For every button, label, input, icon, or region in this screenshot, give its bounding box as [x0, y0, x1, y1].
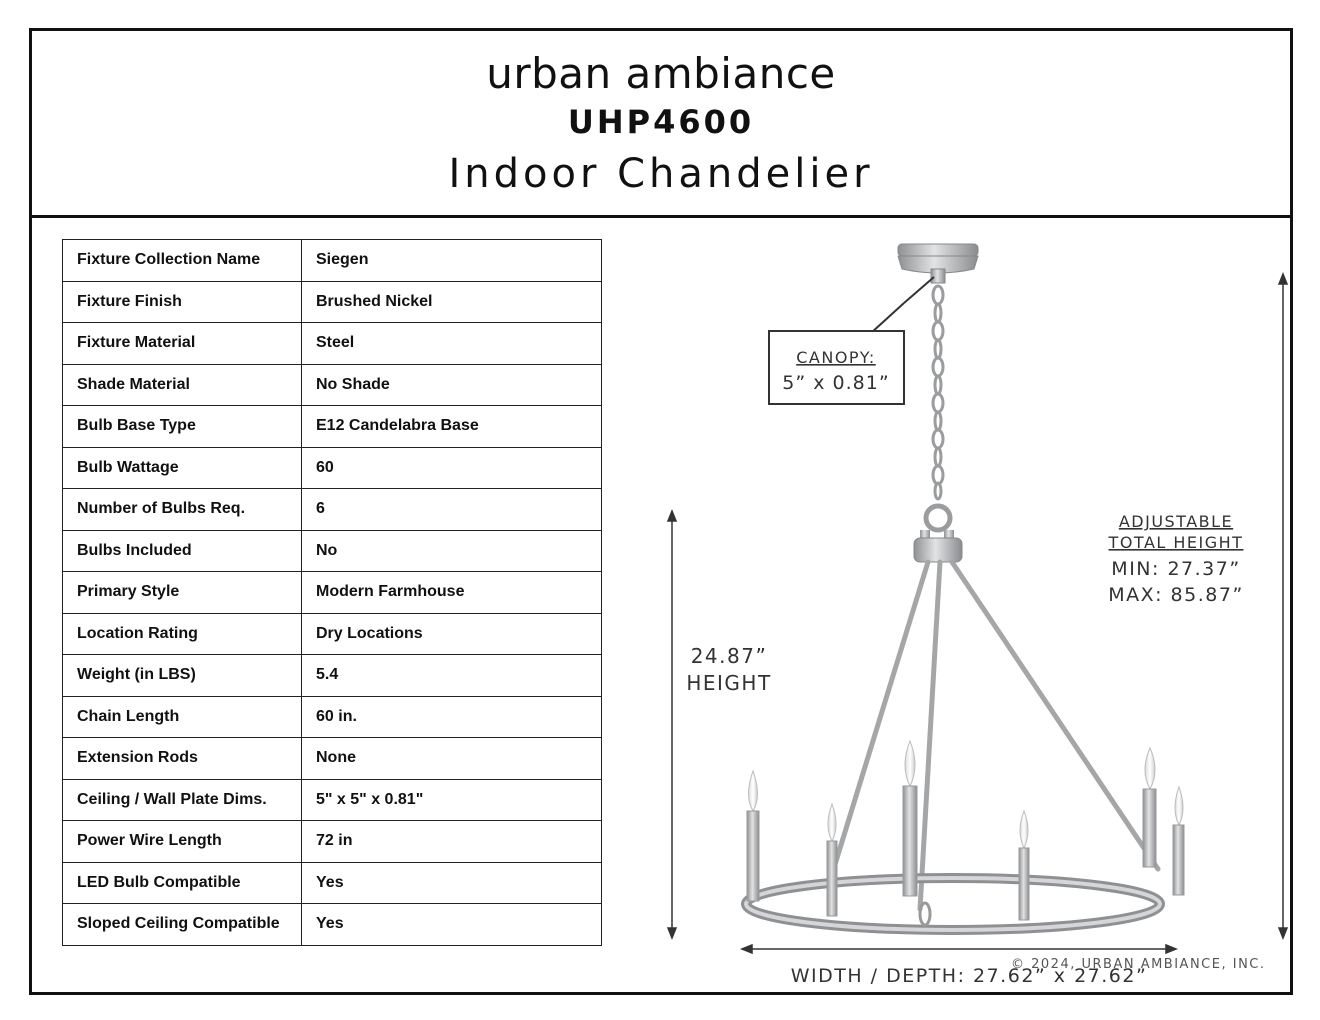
- spec-row: [63, 572, 602, 614]
- spec-row: [63, 489, 602, 531]
- height-min: MIN: 27.37”: [1111, 558, 1241, 580]
- spec-row: [63, 281, 602, 323]
- copyright: © 2024, URBAN AMBIANCE, INC.: [1011, 957, 1266, 972]
- spec-value: 60 in.: [302, 696, 602, 738]
- adjustable-label: ADJUSTABLE: [1118, 512, 1234, 531]
- width-depth-label: WIDTH / DEPTH: 27.62” x 27.62”: [790, 965, 1148, 987]
- spec-row: [63, 738, 602, 780]
- total-height-dimension: [1279, 274, 1287, 938]
- spec-table: [62, 239, 602, 946]
- spec-value: No Shade: [302, 364, 602, 406]
- spec-value: 5" x 5" x 0.81": [302, 779, 602, 821]
- spec-label: Bulb Base Type: [63, 406, 302, 448]
- spec-label: Power Wire Length: [63, 821, 302, 863]
- total-height-label: TOTAL HEIGHT: [1108, 533, 1244, 552]
- chain-graphic: [926, 286, 950, 530]
- fixture-diagram: [622, 221, 1290, 992]
- spec-sheet-frame: [29, 28, 1293, 995]
- spec-row: [63, 406, 602, 448]
- model-number: UHP4600: [567, 103, 755, 141]
- hub-graphic: [914, 530, 962, 562]
- canopy-callout: [769, 277, 934, 404]
- spec-row: [63, 696, 602, 738]
- spec-label: Primary Style: [63, 572, 302, 614]
- spec-row: [63, 613, 602, 655]
- spec-value: Siegen: [302, 240, 602, 282]
- width-dimension: [742, 945, 1176, 953]
- ring-graphic: [746, 878, 1160, 930]
- canopy-title: CANOPY:: [796, 348, 876, 367]
- height-value: 24.87”: [690, 644, 768, 668]
- spec-value: None: [302, 738, 602, 780]
- spec-row: [63, 240, 602, 282]
- spec-row: [63, 779, 602, 821]
- spec-label: Bulbs Included: [63, 530, 302, 572]
- spec-label: Fixture Collection Name: [63, 240, 302, 282]
- spec-value: Steel: [302, 323, 602, 365]
- spec-value: Yes: [302, 862, 602, 904]
- spec-value: 5.4: [302, 655, 602, 697]
- spec-label: Shade Material: [63, 364, 302, 406]
- spec-value: 60: [302, 447, 602, 489]
- spec-row: [63, 323, 602, 365]
- spec-label: Weight (in LBS): [63, 655, 302, 697]
- product-type: Indoor Chandelier: [448, 151, 874, 197]
- spec-label: Fixture Material: [63, 323, 302, 365]
- spec-label: Extension Rods: [63, 738, 302, 780]
- spec-value: 6: [302, 489, 602, 531]
- spec-label: Sloped Ceiling Compatible: [63, 904, 302, 946]
- canopy-dims: 5” x 0.81”: [782, 372, 890, 394]
- spec-row: [63, 655, 602, 697]
- height-label: HEIGHT: [686, 671, 772, 695]
- height-dimension: [668, 511, 676, 938]
- spec-label: Ceiling / Wall Plate Dims.: [63, 779, 302, 821]
- spec-row: [63, 364, 602, 406]
- height-max: MAX: 85.87”: [1108, 584, 1244, 606]
- spec-value: Dry Locations: [302, 613, 602, 655]
- arms-graphic: [833, 562, 1158, 909]
- fixture-drawing: [622, 221, 1290, 992]
- spec-label: Fixture Finish: [63, 281, 302, 323]
- spec-row: [63, 821, 602, 863]
- spec-label: Bulb Wattage: [63, 447, 302, 489]
- spec-value: E12 Candelabra Base: [302, 406, 602, 448]
- spec-value: Yes: [302, 904, 602, 946]
- spec-label: Chain Length: [63, 696, 302, 738]
- spec-row: [63, 862, 602, 904]
- spec-value: Brushed Nickel: [302, 281, 602, 323]
- spec-label: LED Bulb Compatible: [63, 862, 302, 904]
- brand-name: urban ambiance: [486, 49, 836, 98]
- spec-row: [63, 904, 602, 946]
- spec-value: No: [302, 530, 602, 572]
- spec-label: Number of Bulbs Req.: [63, 489, 302, 531]
- canopy-graphic: [898, 244, 978, 283]
- spec-row: [63, 530, 602, 572]
- spec-value: 72 in: [302, 821, 602, 863]
- spec-row: [63, 447, 602, 489]
- spec-label: Location Rating: [63, 613, 302, 655]
- spec-value: Modern Farmhouse: [302, 572, 602, 614]
- header: [32, 31, 1290, 218]
